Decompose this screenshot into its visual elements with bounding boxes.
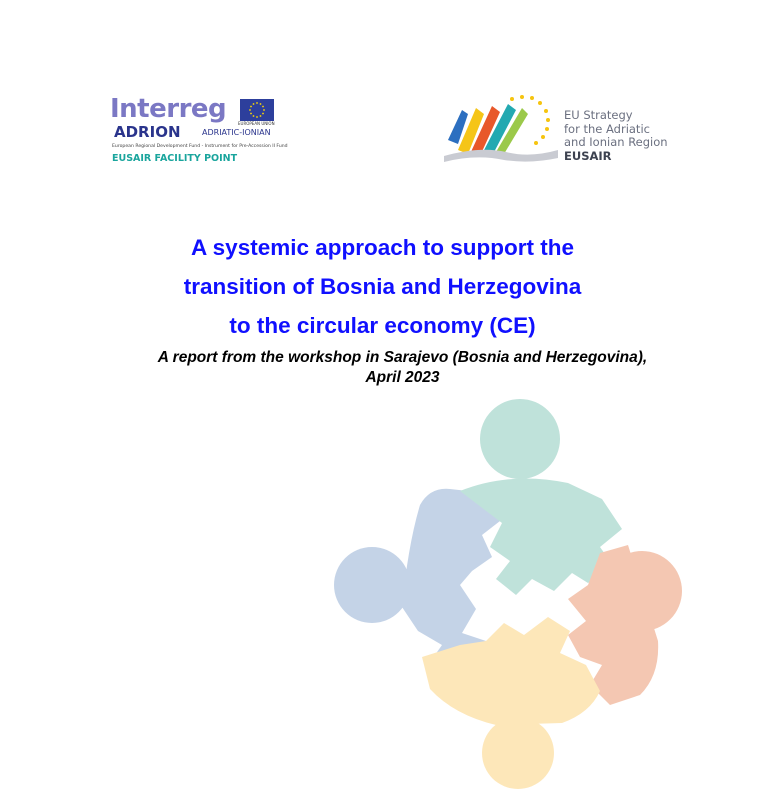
title-line-2: transition of Bosnia and Herzegovina — [183, 274, 582, 299]
subtitle-line-1: A report from the workshop in Sarajevo (Bosnia and Herzegovina), — [157, 349, 648, 366]
eusair-line4: EUSAIR — [564, 148, 612, 163]
interreg-adrion-logo — [110, 94, 288, 175]
report-title — [0, 228, 765, 345]
eusair-line3: and Ionian Region — [564, 135, 668, 149]
eusair-logo — [440, 92, 690, 174]
people-puzzle-icon — [310, 395, 710, 799]
eusair-text — [564, 109, 668, 163]
interreg-wordmark: Interreg — [110, 94, 227, 124]
eusair-line1: EU Strategy — [564, 108, 633, 122]
people-puzzle-illustration — [310, 395, 710, 799]
fund-label: European Regional Development Fund - Instrument for Pre-Accession II Fund — [112, 144, 288, 149]
facility-point-label: EUSAIR FACILITY POINT — [112, 153, 238, 164]
title-line-1: A systemic approach to support the — [191, 235, 574, 260]
eusair-emblem-icon — [440, 92, 562, 174]
eu-flag-icon — [240, 99, 274, 121]
subtitle-line-2: April 2023 — [365, 369, 440, 386]
adrion-label: ADRION — [114, 123, 181, 141]
report-subtitle — [0, 348, 765, 388]
eusair-line2: for the Adriatic — [564, 121, 650, 136]
title-line-3: to the circular economy (CE) — [229, 313, 536, 338]
adriatic-ionian-label: ADRIATIC-IONIAN — [202, 128, 271, 137]
eu-label: EUROPEAN UNION — [238, 121, 275, 126]
